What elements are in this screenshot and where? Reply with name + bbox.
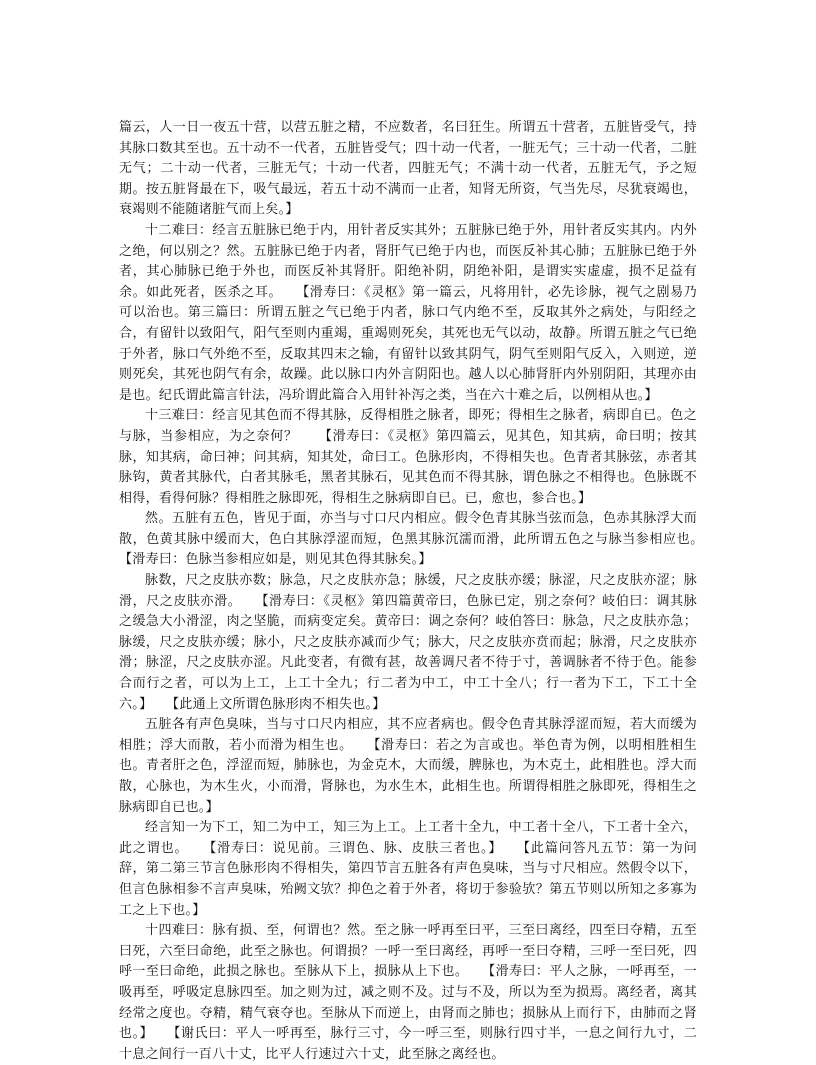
paragraph: 篇云，人一日一夜五十营，以营五脏之精，不应数者，名曰狂生。所谓五十营者，五脏皆受气，持其脉口数其至也。五十动不一代者，五脏皆受气；四十动一代者，一脏无气；三十动一代者，二脏无气；二十动一代者，三脏无气；十动一代者，四脏无气；不满十动一代者，五脏无气，予之短期。按五脏肾最在下，吸气最远，若五十动不满而一止者，知肾无所资，气当先尽，尽犹衰竭也，衰竭则不能随诸脏气而上矣。】	[119, 120, 697, 218]
paragraph: 经言知一为下工，知二为中工，知三为上工。上工者十全九，中工者十全八，下工者十全六，此之谓也。 【滑寿曰：说见前。三谓色、脉、皮肤三者也。】 【此篇问答凡五节：第一为问辞，第二第三节言色脉形肉不得相失，第四节言五脏各有声色臭味，当与寸尺相应。然假令以下，但言色脉相参不言声臭味，殆阙文欤？抑色之着于外者，将切于参验欤？第五节则以所知之多寡为工之上下也。】	[119, 820, 697, 918]
paragraph: 十二难曰：经言五脏脉已绝于内，用针者反实其外；五脏脉已绝于外，用针者反实其内。内外之绝，何以别之？然。五脏脉已绝于内者，肾肝气已绝于内也，而医反补其心肺；五脏脉已绝于外者，其心肺脉已绝于外也，而医反补其肾肝。阳绝补阴，阴绝补阳，是谓实实虚虚，损不足益有余。如此死者，医杀之耳。 【滑寿曰：《灵枢》第一篇云，凡将用针，必先诊脉，视气之剧易乃可以治也。第三篇曰：所谓五脏之气已绝于内者，脉口气内绝不至，反取其外之病处，与阳经之合，有留针以致阳气，阳气至则内重竭，重竭则死矣，其死也无气以动，故静。所谓五脏之气已绝于外者，脉口气外绝不至，反取其四末之输，有留针以致其阴气，阴气至则阳气反入，入则逆，逆则死矣，其死也阴气有余，故躁。此以脉口内外言阴阳也。越人以心肺肾肝内外别阴阳，其理亦由是也。纪氏谓此篇言针法，冯玠谓此篇合入用针补泻之类，当在六十难之后，以例相从也。】	[119, 222, 697, 403]
paragraph: 十四难曰：脉有损、至，何谓也？然。至之脉一呼再至曰平，三至曰离经，四至曰夺精，五至曰死，六至曰命绝，此至之脉也。何谓损？一呼一至曰离经，再呼一至曰夺精，三呼一至曰死，四呼一至曰命绝，此损之脉也。至脉从下上，损脉从上下也。 【滑寿曰：平人之脉，一呼再至，一吸再至，呼吸定息脉四至。加之则为过，减之则不及。过与不及，所以为至为损焉。离经者，离其经常之度也。夺精，精气衰夺也。至脉从下而逆上，由肾而之肺也；损脉从上而行下，由肺而之肾也。】 【谢氏曰：平人一呼再至，脉行三寸，今一呼三至，则脉行四寸半，一息之间行九寸，二十息之间行一百八十丈，比平人行速过六十丈，此至脉之离经也。	[119, 923, 697, 1062]
paragraph: 五脏各有声色臭味，当与寸口尺内相应，其不应者病也。假令色青其脉浮涩而短，若大而缓为相胜；浮大而散，若小而滑为相生也。 【滑寿曰：若之为言或也。举色青为例，以明相胜相生也。青者肝之色，浮涩而短，肺脉也，为金克木，大而缓，脾脉也，为木克土，此相胜也。浮大而散，心脉也，为木生火，小而滑，肾脉也，为水生木，此相生也。所谓得相胜之脉即死，得相生之脉病即自已也。】	[119, 717, 697, 815]
document-page	[119, 118, 724, 1065]
paragraph: 十三难曰：经言见其色而不得其脉，反得相胜之脉者，即死；得相生之脉者，病即自已。色之与脉，当参相应，为之奈何？ 【滑寿曰：《灵枢》第四篇云，见其色，知其病，命曰明；按其脉，知其病，命曰神；问其病，知其处，命曰工。色脉形肉，不得相失也。色青者其脉弦，赤者其脉钩，黄者其脉代，白者其脉毛，黑者其脉石，见其色而不得其脉，谓色脉之不相得也。色脉既不相得，看得何脉？得相胜之脉即死，得相生之脉病即自已。已，愈也，参合也。】	[119, 408, 697, 506]
paragraph: 脉数，尺之皮肤亦数；脉急，尺之皮肤亦急；脉缓，尺之皮肤亦缓；脉涩，尺之皮肤亦涩；脉滑，尺之皮肤亦滑。 【滑寿曰：《灵枢》第四篇黄帝曰，色脉已定，别之奈何？岐伯曰：调其脉之缓急大小滑涩，肉之坚脆，而病变定矣。黄帝曰：调之奈何？岐伯答曰：脉急，尺之皮肤亦急；脉缓，尺之皮肤亦缓；脉小，尺之皮肤亦减而少气；脉大，尺之皮肤亦贲而起；脉滑，尺之皮肤亦滑；脉涩，尺之皮肤亦涩。凡此变者，有微有甚，故善调尺者不待于寸，善调脉者不待于色。能参合而行之者，可以为上工，上工十全九；行二者为中工，中工十全八；行一者为下工，下工十全六。】 【此通上文所谓色脉形肉不相失也。】	[119, 573, 697, 712]
paragraph: 然。五脏有五色，皆见于面，亦当与寸口尺内相应。假令色青其脉当弦而急，色赤其脉浮大而散，色黄其脉中缓而大，色白其脉浮涩而短，色黑其脉沉濡而滑，此所谓五色之与脉当参相应也。 【滑寿曰：色脉当参相应如是，则见其色得其脉矣。】	[119, 511, 724, 568]
